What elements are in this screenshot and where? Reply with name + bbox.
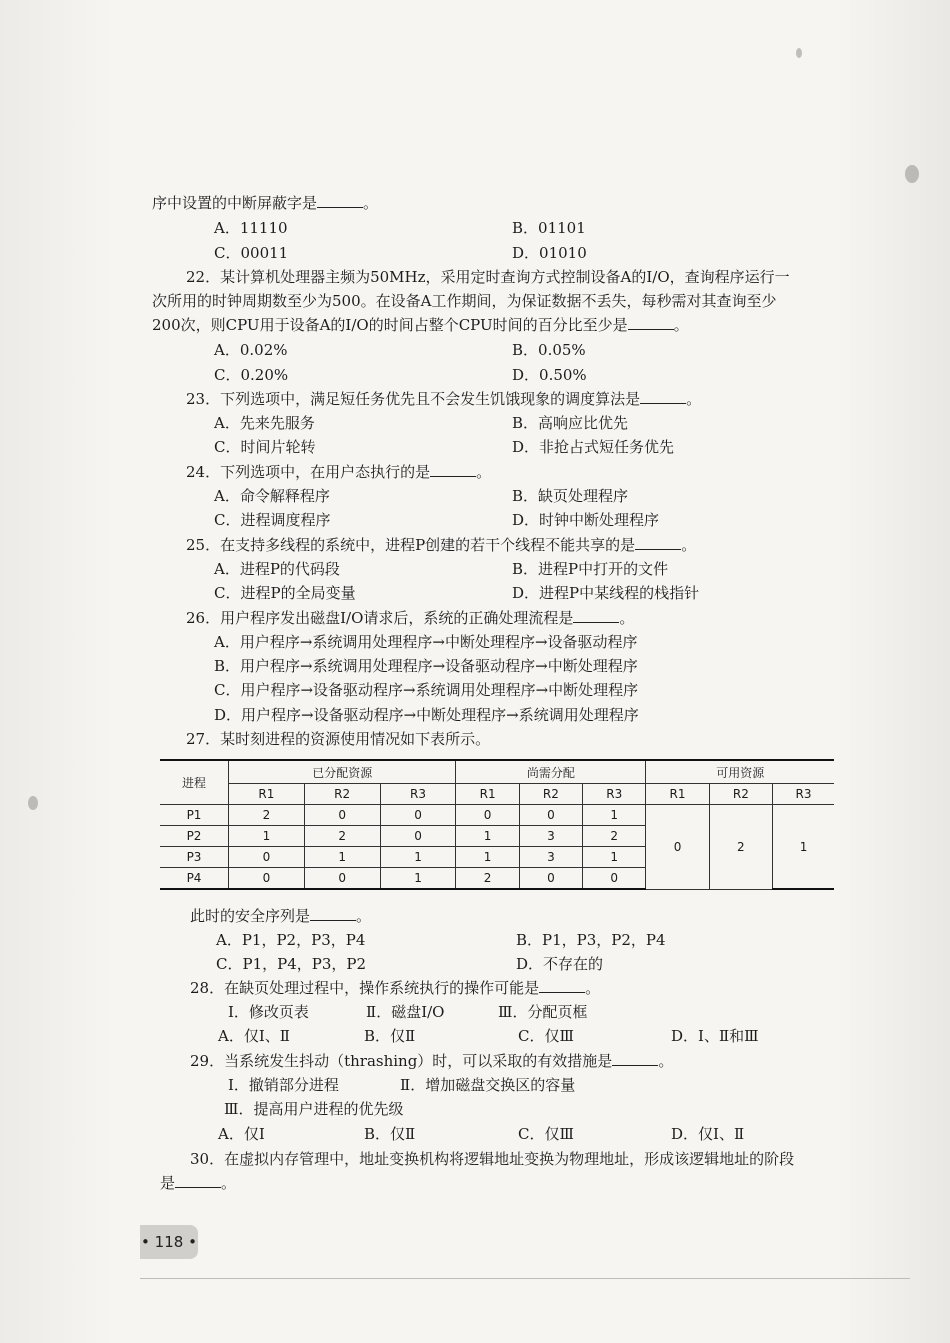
answer-blank bbox=[175, 1173, 221, 1188]
subheader-r1: R1 bbox=[646, 784, 709, 805]
q30-text: 是 bbox=[160, 1174, 176, 1192]
subheader-r2: R2 bbox=[709, 784, 772, 805]
q21-end: 。 bbox=[363, 194, 379, 212]
q26-option-a: A．用户程序→系统调用处理程序→中断处理程序→设备驱动程序 bbox=[214, 633, 638, 651]
subheader-r1: R1 bbox=[229, 784, 305, 805]
q27-stem: 27．某时刻进程的资源使用情况如下表所示。 bbox=[186, 730, 491, 748]
q22-stem-line1: 22．某计算机处理器主频为50MHz，采用定时查询方式控制设备A的I/O，查询程序运行一 bbox=[186, 268, 790, 286]
q27-question bbox=[190, 906, 371, 926]
q24-option-c: C．进程调度程序 bbox=[214, 511, 331, 529]
q25-text: 25．在支持多线程的系统中，进程P创建的若干个线程不能共享的是 bbox=[186, 536, 636, 554]
need-r3: 2 bbox=[583, 826, 646, 847]
header-process: 进程 bbox=[160, 760, 229, 805]
page-number-text: 118 bbox=[154, 1233, 184, 1251]
q29-end: 。 bbox=[658, 1052, 674, 1070]
answer-blank bbox=[612, 1051, 658, 1066]
page-number: • 118 • bbox=[140, 1225, 198, 1259]
need-r1: 1 bbox=[456, 847, 519, 868]
subheader-r3: R3 bbox=[773, 784, 834, 805]
q23-option-d: D．非抢占式短任务优先 bbox=[512, 438, 675, 456]
scan-speck bbox=[796, 48, 802, 58]
answer-blank bbox=[573, 608, 619, 623]
subheader-r3: R3 bbox=[583, 784, 646, 805]
need-r3: 1 bbox=[583, 847, 646, 868]
resource-table bbox=[160, 759, 834, 890]
alloc-r1: 0 bbox=[229, 868, 305, 890]
q23-option-a: A．先来先服务 bbox=[214, 414, 315, 432]
need-r2: 3 bbox=[519, 826, 582, 847]
q26-option-b: B．用户程序→系统调用处理程序→设备驱动程序→中断处理程序 bbox=[214, 657, 638, 675]
q22-stem-line3 bbox=[152, 315, 689, 335]
answer-blank bbox=[310, 906, 356, 921]
table-row bbox=[160, 805, 834, 826]
process-name: P2 bbox=[160, 826, 229, 847]
q26-option-c: C．用户程序→设备驱动程序→系统调用处理程序→中断处理程序 bbox=[214, 681, 639, 699]
q26-text: 26．用户程序发出磁盘I/O请求后，系统的正确处理流程是 bbox=[186, 609, 574, 627]
q28-item-3: Ⅲ．分配页框 bbox=[498, 1003, 588, 1021]
q25-option-d: D．进程P中某线程的栈指针 bbox=[512, 584, 700, 602]
subheader-r1: R1 bbox=[456, 784, 519, 805]
q26-option-d: D．用户程序→设备驱动程序→中断处理程序→系统调用处理程序 bbox=[214, 706, 639, 724]
answer-blank bbox=[430, 462, 476, 477]
need-r2: 3 bbox=[519, 847, 582, 868]
process-name: P1 bbox=[160, 805, 229, 826]
alloc-r1: 0 bbox=[229, 847, 305, 868]
q29-item-1: Ⅰ．撤销部分进程 bbox=[228, 1076, 339, 1094]
q27-end: 。 bbox=[356, 907, 372, 925]
q21-option-c: C．00011 bbox=[214, 244, 289, 262]
available-r2: 2 bbox=[709, 805, 772, 890]
header-need: 尚需分配 bbox=[456, 760, 646, 784]
q24-option-a: A．命令解释程序 bbox=[214, 487, 330, 505]
answer-blank bbox=[539, 978, 585, 993]
q27-option-d: D．不存在的 bbox=[516, 955, 604, 973]
q24-end: 。 bbox=[476, 463, 492, 481]
q25-option-c: C．进程P的全局变量 bbox=[214, 584, 356, 602]
q25-stem bbox=[186, 535, 696, 555]
q23-stem bbox=[186, 389, 701, 409]
subheader-r3: R3 bbox=[380, 784, 456, 805]
q21-text: 序中设置的中断屏蔽字是 bbox=[152, 194, 318, 212]
q22-option-a: A．0.02% bbox=[214, 341, 288, 359]
q28-option-d: D．Ⅰ、Ⅱ和Ⅲ bbox=[671, 1027, 759, 1045]
header-allocated: 已分配资源 bbox=[229, 760, 456, 784]
q28-item-1: Ⅰ．修改页表 bbox=[228, 1003, 309, 1021]
q23-text: 23．下列选项中，满足短任务优先且不会发生饥饿现象的调度算法是 bbox=[186, 390, 641, 408]
alloc-r2: 0 bbox=[304, 805, 380, 826]
header-available: 可用资源 bbox=[646, 760, 834, 784]
q28-option-b: B．仅Ⅱ bbox=[364, 1027, 416, 1045]
alloc-r2: 1 bbox=[304, 847, 380, 868]
alloc-r3: 1 bbox=[380, 847, 456, 868]
q21-option-a: A．11110 bbox=[214, 219, 288, 237]
q22-text: 200次，则CPU用于设备A的I/O的时间占整个CPU时间的百分比至少是 bbox=[152, 316, 628, 334]
q27-option-a: A．P1，P2，P3，P4 bbox=[216, 931, 366, 949]
q28-item-2: Ⅱ．磁盘I/O bbox=[366, 1003, 445, 1021]
q29-stem bbox=[190, 1051, 673, 1071]
need-r1: 2 bbox=[456, 868, 519, 890]
alloc-r3: 1 bbox=[380, 868, 456, 890]
need-r2: 0 bbox=[519, 868, 582, 890]
q29-option-c: C．仅Ⅲ bbox=[518, 1125, 574, 1143]
q21-option-b: B．01101 bbox=[512, 219, 586, 237]
q29-item-2: Ⅱ．增加磁盘交换区的容量 bbox=[400, 1076, 576, 1094]
footer-divider bbox=[140, 1278, 910, 1279]
alloc-r2: 2 bbox=[304, 826, 380, 847]
q22-option-d: D．0.50% bbox=[512, 366, 587, 384]
subheader-r2: R2 bbox=[304, 784, 380, 805]
need-r2: 0 bbox=[519, 805, 582, 826]
q28-option-a: A．仅Ⅰ、Ⅱ bbox=[218, 1027, 290, 1045]
q24-option-b: B．缺页处理程序 bbox=[512, 487, 629, 505]
process-name: P4 bbox=[160, 868, 229, 890]
answer-blank bbox=[628, 315, 674, 330]
available-r3: 1 bbox=[773, 805, 834, 890]
q25-end: 。 bbox=[681, 536, 697, 554]
q26-end: 。 bbox=[619, 609, 635, 627]
q22-option-b: B．0.05% bbox=[512, 341, 586, 359]
alloc-r1: 1 bbox=[229, 826, 305, 847]
q29-option-a: A．仅Ⅰ bbox=[218, 1125, 265, 1143]
scan-speck bbox=[905, 165, 919, 183]
q30-stem-line1: 30．在虚拟内存管理中，地址变换机构将逻辑地址变换为物理地址，形成该逻辑地址的阶段 bbox=[190, 1150, 795, 1168]
q27-option-b: B．P1，P3，P2，P4 bbox=[516, 931, 666, 949]
answer-blank bbox=[635, 535, 681, 550]
need-r3: 0 bbox=[583, 868, 646, 890]
alloc-r2: 0 bbox=[304, 868, 380, 890]
q30-stem-line2 bbox=[160, 1173, 236, 1193]
q24-text: 24．下列选项中，在用户态执行的是 bbox=[186, 463, 431, 481]
q22-end: 。 bbox=[673, 316, 689, 334]
q23-option-b: B．高响应比优先 bbox=[512, 414, 629, 432]
need-r1: 0 bbox=[456, 805, 519, 826]
q25-option-a: A．进程P的代码段 bbox=[214, 560, 340, 578]
q27-after-text: 此时的安全序列是 bbox=[190, 907, 311, 925]
q23-end: 。 bbox=[686, 390, 702, 408]
q23-option-c: C．时间片轮转 bbox=[214, 438, 316, 456]
q29-option-d: D．仅Ⅰ、Ⅱ bbox=[671, 1125, 745, 1143]
q22-stem-line2: 次所用的时钟周期数至少为500。在设备A工作期间，为保证数据不丢失，每秒需对其查询至少 bbox=[152, 292, 777, 310]
alloc-r3: 0 bbox=[380, 826, 456, 847]
q22-option-c: C．0.20% bbox=[214, 366, 289, 384]
q30-end: 。 bbox=[221, 1174, 237, 1192]
q21-stem-tail bbox=[152, 193, 378, 213]
q26-stem bbox=[186, 608, 634, 628]
q27-option-c: C．P1，P4，P3，P2 bbox=[216, 955, 367, 973]
q28-stem bbox=[190, 978, 600, 998]
alloc-r3: 0 bbox=[380, 805, 456, 826]
q29-item-3: Ⅲ．提高用户进程的优先级 bbox=[224, 1100, 404, 1118]
answer-blank bbox=[640, 389, 686, 404]
alloc-r1: 2 bbox=[229, 805, 305, 826]
q28-end: 。 bbox=[585, 979, 601, 997]
need-r3: 1 bbox=[583, 805, 646, 826]
scan-speck bbox=[28, 796, 38, 810]
process-name: P3 bbox=[160, 847, 229, 868]
q21-option-d: D．01010 bbox=[512, 244, 587, 262]
need-r1: 1 bbox=[456, 826, 519, 847]
q24-stem bbox=[186, 462, 491, 482]
q29-option-b: B．仅Ⅱ bbox=[364, 1125, 416, 1143]
q28-text: 28．在缺页处理过程中，操作系统执行的操作可能是 bbox=[190, 979, 540, 997]
subheader-r2: R2 bbox=[519, 784, 582, 805]
answer-blank bbox=[317, 193, 363, 208]
q28-option-c: C．仅Ⅲ bbox=[518, 1027, 574, 1045]
q25-option-b: B．进程P中打开的文件 bbox=[512, 560, 669, 578]
q29-text: 29．当系统发生抖动（thrashing）时，可以采取的有效措施是 bbox=[190, 1052, 613, 1070]
q24-option-d: D．时钟中断处理程序 bbox=[512, 511, 660, 529]
available-r1: 0 bbox=[646, 805, 709, 890]
